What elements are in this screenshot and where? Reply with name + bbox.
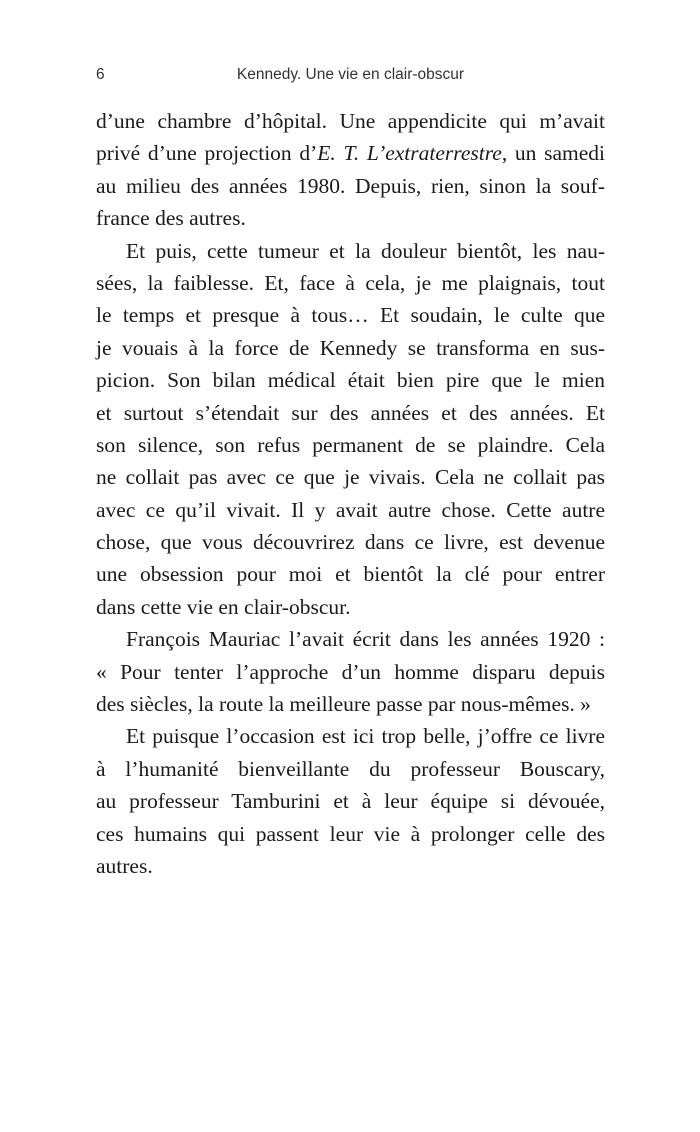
text-line: privé d’une projection d’E. T. L’extraterrestre, un samedi: [96, 141, 606, 166]
film-title: E. T. L’extraterrestre: [317, 141, 502, 166]
text-line: une obsession pour moi et bientôt la clé pour entrer: [96, 562, 605, 587]
page-header: [96, 64, 605, 86]
text-line: François Mauriac l’avait écrit dans les années 1920 :: [126, 627, 605, 652]
text-line: au professeur Tamburini et à leur équipe si dévouée,: [96, 789, 605, 814]
text-line: au milieu des années 1980. Depuis, rien, sinon la souf-: [96, 173, 605, 198]
text-line: Et puis, cette tumeur et la douleur bientôt, les nau-: [126, 238, 605, 263]
body-text: [96, 105, 605, 882]
text-line: ces humains qui passent leur vie à prolonger celle des: [96, 821, 605, 846]
text-line: « Pour tenter l’approche d’un homme disparu depuis: [96, 659, 605, 684]
text-line: à l’humanité bienveillante du professeur Bouscary,: [96, 756, 605, 781]
text-line: le temps et presque à tous… Et soudain, le culte que: [96, 303, 605, 328]
text-line: sées, la faiblesse. Et, face à cela, je me plaignais, tout: [96, 270, 605, 295]
text-line: picion. Son bilan médical était bien pire que le mien: [96, 368, 605, 393]
page-number: 6: [96, 66, 105, 83]
text-line: avec ce qu’il vivait. Il y avait autre chose. Cette autre: [96, 497, 605, 522]
text-line: son silence, son refus permanent de se plaindre. Cela: [96, 432, 605, 457]
text-line: je vouais à la force de Kennedy se transforma en sus-: [96, 335, 605, 360]
running-head: Kennedy. Une vie en clair-obscur: [236, 66, 465, 83]
text-line: chose, que vous découvrirez dans ce livre, est devenue: [96, 530, 605, 555]
text-line: dans cette vie en clair-obscur.: [96, 594, 351, 619]
text-line: et surtout s’étendait sur des années et des années. Et: [96, 400, 605, 425]
text-line: france des autres.: [96, 206, 246, 231]
text-line: ne collait pas avec ce que je vivais. Cela ne collait pas: [96, 465, 605, 490]
text-line: des siècles, la route la meilleure passe par nous-mêmes. »: [96, 692, 591, 717]
text-line: Et puisque l’occasion est ici trop belle, j’offre ce livre: [126, 724, 605, 749]
text-line: autres.: [96, 853, 153, 878]
text-line: d’une chambre d’hôpital. Une appendicite qui m’avait: [96, 109, 605, 133]
